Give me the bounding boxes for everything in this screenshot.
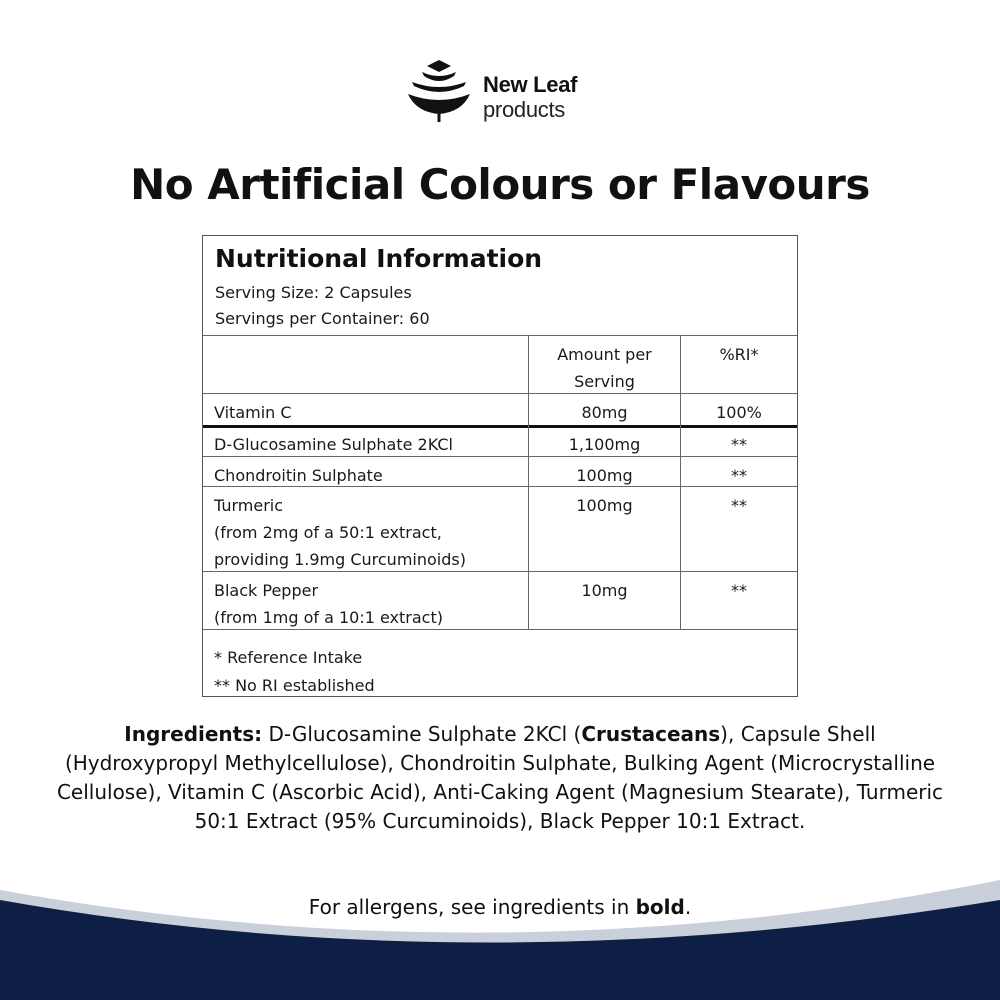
ingredients-part1: D-Glucosamine Sulphate 2KCl (: [262, 722, 582, 746]
nutrient-note: providing 1.9mg Curcuminoids): [214, 550, 466, 569]
table-row: [203, 393, 797, 428]
nutrition-title: Nutritional Information: [215, 244, 543, 273]
nutrient-note: (from 1mg of a 10:1 extract): [214, 608, 443, 627]
table-row: [203, 456, 797, 487]
nutrient-name: Black Pepper: [214, 581, 319, 600]
nutrient-amount: 100mg: [529, 486, 681, 571]
footnote-reference-intake: * Reference Intake: [214, 648, 363, 667]
brand-subtitle: products: [483, 97, 565, 122]
table-row: [203, 425, 797, 457]
table-row: [203, 571, 797, 630]
nutrient-name: Vitamin C: [203, 393, 529, 425]
nutrient-note: (from 2mg of a 50:1 extract,: [214, 523, 442, 542]
nutrition-panel: [202, 235, 798, 697]
brand-logo: [406, 60, 606, 130]
table-header-row: [203, 335, 797, 394]
nutrient-ri: **: [731, 581, 747, 600]
brand-name: New Leaf: [483, 72, 578, 97]
ingredients-label: Ingredients:: [124, 722, 263, 746]
decorative-wave: [0, 860, 1000, 1000]
nutrient-name: Chondroitin Sulphate: [203, 456, 529, 486]
nutrient-ri: 100%: [716, 403, 762, 422]
nutrient-cell: [203, 571, 529, 629]
leaf-tree-logo-icon: [406, 60, 472, 126]
serving-size: Serving Size: 2 Capsules: [215, 283, 412, 302]
nutrient-amount: 80mg: [529, 393, 681, 425]
allergen-note: For allergens, see ingredients in bold.: [308, 895, 692, 919]
footnote-no-ri: ** No RI established: [214, 676, 375, 695]
nutrient-name: D-Glucosamine Sulphate 2KCl: [203, 425, 529, 456]
nutrition-header: [203, 236, 797, 336]
table-row: [203, 486, 797, 572]
nutrient-amount: 1,100mg: [529, 425, 681, 456]
column-header-ri: %RI*: [719, 345, 759, 364]
nutrient-cell: [203, 486, 529, 571]
nutrient-ri: **: [731, 496, 747, 515]
nutrient-amount: 10mg: [529, 571, 681, 629]
column-header-amount: Amount per Serving: [529, 335, 681, 393]
nutrient-ri: **: [731, 466, 747, 485]
allergen-crustaceans: Crustaceans: [581, 722, 721, 746]
ingredients-part2: ), Capsule Shell (Hydroxypropyl Methylcellulose), Chondroitin Sulphate, Bulking Agent (Microcrystalline Cellulose), Vitamin C (Ascorbic Acid), Anti-Caking Agent (Magnesium Stearate), Turmeric 50:1 Extract (95% Curcuminoids), Black Pepper 10:1 Extract.: [56, 722, 944, 833]
headline: No Artificial Colours or Flavours: [130, 160, 870, 209]
servings-per-container: Servings per Container: 60: [215, 309, 430, 328]
footnotes: [214, 644, 375, 700]
nutrient-name: Turmeric: [214, 496, 284, 515]
allergen-note-bold: bold: [635, 895, 685, 919]
nutrient-amount: 100mg: [529, 456, 681, 486]
ingredients-text: [50, 720, 950, 836]
nutrient-ri: **: [731, 435, 747, 454]
